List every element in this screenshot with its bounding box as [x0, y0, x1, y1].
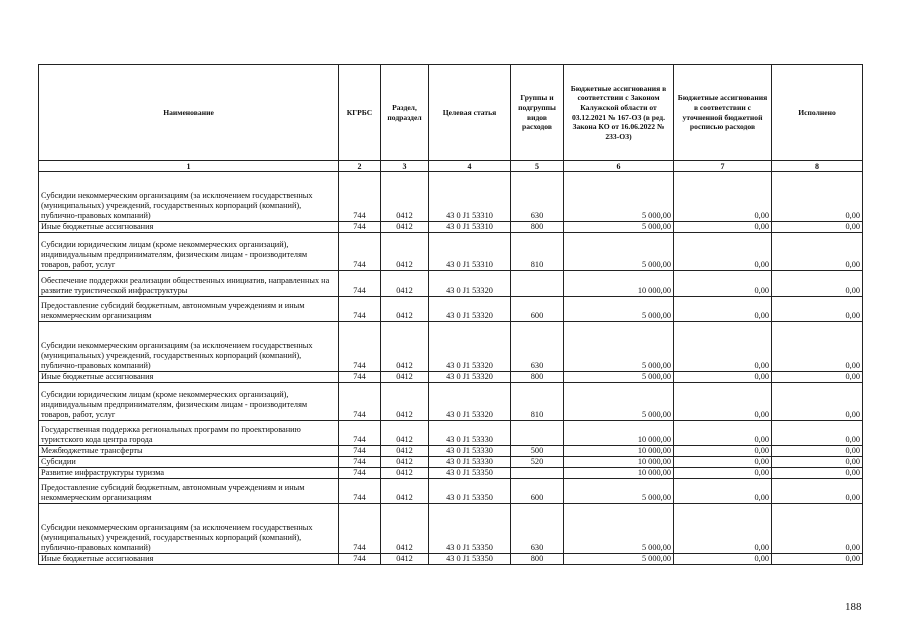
row-budget-law: 10 000,00 — [564, 446, 674, 457]
row-budget-law: 5 000,00 — [564, 479, 674, 504]
row-kgrbs: 744 — [339, 446, 381, 457]
row-name: Межбюджетные трансферты — [39, 446, 339, 457]
row-budget-list: 0,00 — [674, 457, 772, 468]
row-target: 43 0 J1 53310 — [429, 222, 511, 233]
table-row — [39, 479, 863, 504]
table-header — [39, 65, 863, 172]
row-executed: 0,00 — [772, 222, 863, 233]
row-budget-law: 5 000,00 — [564, 554, 674, 565]
row-executed: 0,00 — [772, 504, 863, 554]
row-budget-list: 0,00 — [674, 372, 772, 383]
row-budget-law: 5 000,00 — [564, 504, 674, 554]
row-budget-law: 5 000,00 — [564, 172, 674, 222]
row-budget-list: 0,00 — [674, 322, 772, 372]
row-section: 0412 — [381, 172, 429, 222]
budget-table — [38, 64, 863, 565]
row-executed: 0,00 — [772, 297, 863, 322]
row-budget-law: 10 000,00 — [564, 421, 674, 446]
row-kgrbs: 744 — [339, 504, 381, 554]
table-row — [39, 222, 863, 233]
row-budget-list: 0,00 — [674, 297, 772, 322]
row-group: 810 — [511, 233, 564, 271]
row-section: 0412 — [381, 421, 429, 446]
row-group: 600 — [511, 297, 564, 322]
column-number: 8 — [772, 161, 863, 172]
row-name: Обеспечение поддержки реализации общественных инициатив, направленных на развитие туристической инфраструктуры — [39, 271, 339, 297]
row-group: 630 — [511, 322, 564, 372]
row-executed: 0,00 — [772, 372, 863, 383]
row-section: 0412 — [381, 504, 429, 554]
row-name: Развитие инфраструктуры туризма — [39, 468, 339, 479]
column-number: 7 — [674, 161, 772, 172]
row-kgrbs: 744 — [339, 383, 381, 421]
header-name: Наименование — [39, 65, 339, 161]
row-target: 43 0 J1 53320 — [429, 271, 511, 297]
row-group: 520 — [511, 457, 564, 468]
row-budget-law: 5 000,00 — [564, 222, 674, 233]
row-group: 810 — [511, 383, 564, 421]
row-name: Предоставление субсидий бюджетным, автономным учреждениям и иным некоммерческим организациям — [39, 479, 339, 504]
row-name: Субсидии некоммерческим организациям (за исключением государственных (муниципальных) учреждений, государственных корпораций (компаний), публично-правовых компаний) — [39, 322, 339, 372]
table-body — [39, 172, 863, 565]
table-row — [39, 457, 863, 468]
table-row — [39, 297, 863, 322]
row-kgrbs: 744 — [339, 457, 381, 468]
column-number: 1 — [39, 161, 339, 172]
row-section: 0412 — [381, 479, 429, 504]
table-row — [39, 372, 863, 383]
row-budget-list: 0,00 — [674, 446, 772, 457]
row-section: 0412 — [381, 383, 429, 421]
row-budget-law: 10 000,00 — [564, 457, 674, 468]
row-section: 0412 — [381, 297, 429, 322]
row-kgrbs: 744 — [339, 322, 381, 372]
row-group — [511, 421, 564, 446]
row-budget-law: 10 000,00 — [564, 271, 674, 297]
row-target: 43 0 J1 53310 — [429, 233, 511, 271]
column-number: 6 — [564, 161, 674, 172]
row-section: 0412 — [381, 554, 429, 565]
row-target: 43 0 J1 53350 — [429, 504, 511, 554]
row-executed: 0,00 — [772, 446, 863, 457]
table-row — [39, 271, 863, 297]
page-number: 188 — [845, 601, 862, 613]
row-section: 0412 — [381, 446, 429, 457]
row-section: 0412 — [381, 271, 429, 297]
row-group: 500 — [511, 446, 564, 457]
row-budget-list: 0,00 — [674, 421, 772, 446]
row-budget-list: 0,00 — [674, 172, 772, 222]
row-executed: 0,00 — [772, 233, 863, 271]
row-budget-law: 5 000,00 — [564, 322, 674, 372]
row-name: Предоставление субсидий бюджетным, автономным учреждениям и иным некоммерческим организациям — [39, 297, 339, 322]
row-group: 800 — [511, 372, 564, 383]
row-name: Субсидии — [39, 457, 339, 468]
row-group: 630 — [511, 172, 564, 222]
row-executed: 0,00 — [772, 457, 863, 468]
row-kgrbs: 744 — [339, 271, 381, 297]
column-number: 4 — [429, 161, 511, 172]
row-budget-law: 5 000,00 — [564, 383, 674, 421]
row-target: 43 0 J1 53350 — [429, 554, 511, 565]
row-section: 0412 — [381, 372, 429, 383]
header-executed: Исполнено — [772, 65, 863, 161]
header-section: Раздел, подраздел — [381, 65, 429, 161]
row-kgrbs: 744 — [339, 233, 381, 271]
header-target: Целевая статья — [429, 65, 511, 161]
row-group: 800 — [511, 222, 564, 233]
row-budget-list: 0,00 — [674, 554, 772, 565]
row-target: 43 0 J1 53330 — [429, 421, 511, 446]
table-row — [39, 421, 863, 446]
row-kgrbs: 744 — [339, 372, 381, 383]
row-budget-list: 0,00 — [674, 383, 772, 421]
row-name: Иные бюджетные ассигнования — [39, 222, 339, 233]
row-executed: 0,00 — [772, 322, 863, 372]
header-groups: Группы и подгруппы видов расходов — [511, 65, 564, 161]
row-target: 43 0 J1 53320 — [429, 383, 511, 421]
row-section: 0412 — [381, 457, 429, 468]
row-group: 600 — [511, 479, 564, 504]
row-group: 800 — [511, 554, 564, 565]
row-name: Государственная поддержка региональных программ по проектированию туристского кода центра города — [39, 421, 339, 446]
row-section: 0412 — [381, 322, 429, 372]
row-budget-list: 0,00 — [674, 233, 772, 271]
row-kgrbs: 744 — [339, 468, 381, 479]
table-row — [39, 554, 863, 565]
table-row — [39, 383, 863, 421]
row-executed: 0,00 — [772, 383, 863, 421]
column-number: 3 — [381, 161, 429, 172]
row-group — [511, 468, 564, 479]
table-row — [39, 233, 863, 271]
row-budget-list: 0,00 — [674, 222, 772, 233]
row-target: 43 0 J1 53330 — [429, 446, 511, 457]
table-row — [39, 446, 863, 457]
row-section: 0412 — [381, 233, 429, 271]
row-name: Иные бюджетные ассигнования — [39, 372, 339, 383]
row-kgrbs: 744 — [339, 172, 381, 222]
row-target: 43 0 J1 53310 — [429, 172, 511, 222]
row-target: 43 0 J1 53320 — [429, 297, 511, 322]
header-budget-list: Бюджетные ассигнования в соответствии с уточненной бюджетной росписью расходов — [674, 65, 772, 161]
row-kgrbs: 744 — [339, 479, 381, 504]
row-target: 43 0 J1 53350 — [429, 468, 511, 479]
row-name: Субсидии юридическим лицам (кроме некоммерческих организаций), индивидуальным предпринимателям, физическим лицам - производителям товаров, работ, услуг — [39, 383, 339, 421]
row-name: Субсидии некоммерческим организациям (за исключением государственных (муниципальных) учреждений, государственных корпораций (компаний), публично-правовых компаний) — [39, 504, 339, 554]
row-kgrbs: 744 — [339, 421, 381, 446]
row-executed: 0,00 — [772, 271, 863, 297]
table-row — [39, 504, 863, 554]
column-number: 2 — [339, 161, 381, 172]
row-budget-law: 10 000,00 — [564, 468, 674, 479]
header-budget-law: Бюджетные ассигнования в соответствии с Законом Калужской области от 03.12.2021 № 167-ОЗ (в ред. Закона КО от 16.06.2022 № 233-ОЗ) — [564, 65, 674, 161]
table-row — [39, 468, 863, 479]
row-budget-law: 5 000,00 — [564, 297, 674, 322]
row-budget-law: 5 000,00 — [564, 372, 674, 383]
row-name: Субсидии юридическим лицам (кроме некоммерческих организаций), индивидуальным предпринимателям, физическим лицам - производителям товаров, работ, услуг — [39, 233, 339, 271]
row-name: Субсидии некоммерческим организациям (за исключением государственных (муниципальных) учреждений, государственных корпораций (компаний), публично-правовых компаний) — [39, 172, 339, 222]
table-row — [39, 322, 863, 372]
row-kgrbs: 744 — [339, 297, 381, 322]
row-target: 43 0 J1 53320 — [429, 322, 511, 372]
row-executed: 0,00 — [772, 172, 863, 222]
row-executed: 0,00 — [772, 468, 863, 479]
row-group — [511, 271, 564, 297]
row-target: 43 0 J1 53350 — [429, 479, 511, 504]
row-executed: 0,00 — [772, 479, 863, 504]
row-section: 0412 — [381, 222, 429, 233]
row-kgrbs: 744 — [339, 222, 381, 233]
row-name: Иные бюджетные ассигнования — [39, 554, 339, 565]
column-numbers-row — [39, 161, 863, 172]
row-section: 0412 — [381, 468, 429, 479]
row-group: 630 — [511, 504, 564, 554]
row-budget-list: 0,00 — [674, 271, 772, 297]
column-number: 5 — [511, 161, 564, 172]
row-kgrbs: 744 — [339, 554, 381, 565]
row-executed: 0,00 — [772, 554, 863, 565]
table-row — [39, 172, 863, 222]
row-budget-list: 0,00 — [674, 479, 772, 504]
row-budget-list: 0,00 — [674, 468, 772, 479]
row-executed: 0,00 — [772, 421, 863, 446]
row-target: 43 0 J1 53330 — [429, 457, 511, 468]
row-budget-list: 0,00 — [674, 504, 772, 554]
row-budget-law: 5 000,00 — [564, 233, 674, 271]
header-kgrbs: КГРБС — [339, 65, 381, 161]
row-target: 43 0 J1 53320 — [429, 372, 511, 383]
